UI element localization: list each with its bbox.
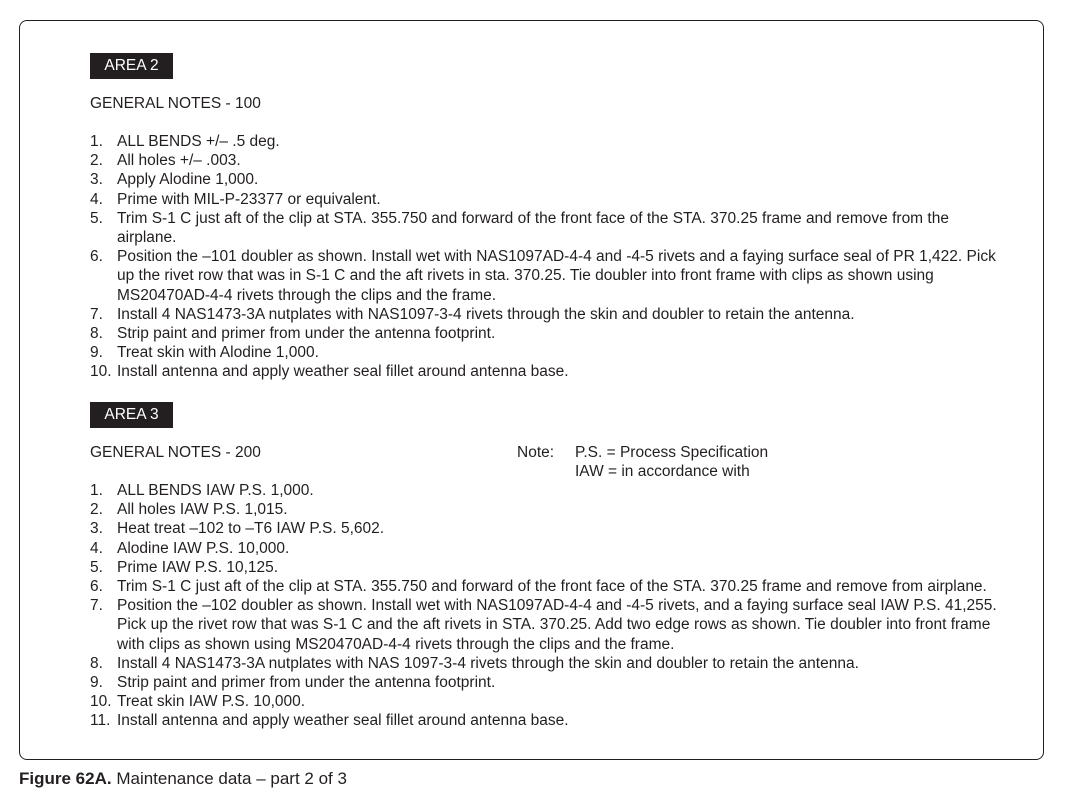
note-item bbox=[90, 711, 1010, 730]
note-item bbox=[90, 577, 1010, 596]
note-text: Position the –101 doubler as shown. Install wet with NAS1097AD-4-4 and -4-5 rivets and a faying surface seal of PR 1,422. Pick up the rivet row that was in S-1 C and the aft rivets in sta. 370.25. Tie doubler into front frame with clips as shown using MS20470AD-4-4 rivets through the clips and the frame. bbox=[117, 248, 996, 304]
area-3-notes-list bbox=[90, 481, 1010, 731]
note-number: 6. bbox=[90, 578, 103, 596]
note-text: Alodine IAW P.S. 10,000. bbox=[117, 539, 290, 557]
note-item bbox=[90, 519, 1010, 538]
note-text: ALL BENDS +/– .5 deg. bbox=[117, 133, 280, 150]
note-text: Strip paint and primer from under the antenna footprint. bbox=[117, 674, 496, 692]
area-3-notes-title: GENERAL NOTES - 200 bbox=[90, 444, 261, 461]
note-number: 5. bbox=[90, 209, 103, 227]
note-number: 2. bbox=[90, 152, 103, 170]
note-number: 1. bbox=[90, 133, 103, 150]
note-text: All holes +/– .003. bbox=[117, 152, 241, 170]
figure-label: Figure 62A. bbox=[19, 769, 112, 788]
note-text: Treat skin IAW P.S. 10,000. bbox=[117, 693, 306, 711]
figure-title: Maintenance data – part 2 of 3 bbox=[116, 769, 347, 788]
note-number: 6. bbox=[90, 248, 103, 266]
note-text: Apply Alodine 1,000. bbox=[117, 171, 259, 189]
note-item bbox=[90, 673, 1010, 692]
note-number: 1. bbox=[90, 482, 103, 499]
note-number: 3. bbox=[90, 171, 103, 189]
note-item bbox=[90, 247, 1010, 305]
note-text: ALL BENDS IAW P.S. 1,000. bbox=[117, 482, 314, 499]
note-text: Install 4 NAS1473-3A nutplates with NAS1097-3-4 rivets through the skin and doubler to retain the antenna. bbox=[117, 305, 855, 323]
note-number: 10. bbox=[90, 363, 112, 381]
note-text: Install antenna and apply weather seal fillet around antenna base. bbox=[117, 363, 569, 381]
note-text: Treat skin with Alodine 1,000. bbox=[117, 344, 319, 362]
note-item bbox=[90, 692, 1010, 711]
note-number: 4. bbox=[90, 190, 103, 208]
note-item bbox=[90, 654, 1010, 673]
note-number: 9. bbox=[90, 344, 103, 362]
area-3-badge: AREA 3 bbox=[90, 402, 173, 428]
note-number: 11. bbox=[90, 712, 111, 730]
note-text: Trim S-1 C just aft of the clip at STA. 355.750 and forward of the front face of the STA. 370.25 frame and remove from the airplane. bbox=[117, 209, 949, 247]
note-item bbox=[90, 151, 1010, 170]
figure-caption bbox=[19, 769, 347, 789]
note-number: 7. bbox=[90, 305, 103, 323]
abbreviation-note bbox=[517, 443, 768, 481]
note-text: Strip paint and primer from under the antenna footprint. bbox=[117, 325, 496, 343]
note-item bbox=[90, 190, 1010, 209]
note-item bbox=[90, 209, 1010, 247]
note-text: Install antenna and apply weather seal fillet around antenna base. bbox=[117, 712, 569, 730]
note-item bbox=[90, 324, 1010, 343]
area-2-notes-title: GENERAL NOTES - 100 bbox=[90, 95, 261, 112]
note-item bbox=[90, 132, 1010, 151]
note-text: Prime with MIL-P-23377 or equivalent. bbox=[117, 190, 381, 208]
note-text: Heat treat –102 to –T6 IAW P.S. 5,602. bbox=[117, 520, 385, 538]
note-number: 3. bbox=[90, 520, 103, 538]
note-definition-ps: P.S. = Process Specification bbox=[575, 444, 769, 461]
note-number: 9. bbox=[90, 674, 103, 692]
note-text: Prime IAW P.S. 10,125. bbox=[117, 558, 279, 576]
note-item bbox=[90, 343, 1010, 362]
note-item bbox=[90, 481, 1010, 500]
area-2-badge: AREA 2 bbox=[90, 53, 173, 79]
note-item bbox=[90, 539, 1010, 558]
note-definition-iaw: IAW = in accordance with bbox=[575, 463, 750, 481]
note-text: Position the –102 doubler as shown. Install wet with NAS1097AD-4-4 and -4-5 rivets, and a faying surface seal IAW P.S. 41,255. Pick up the rivet row that was S-1 C and the aft rivets in STA. 370.25. Add two edge rows as shown. Tie doubler into front frame with clips as shown using MS20470AD-4-4 rivets through the clips and the frame. bbox=[117, 597, 997, 653]
note-item bbox=[90, 500, 1010, 519]
note-number: 5. bbox=[90, 558, 103, 576]
note-number: 7. bbox=[90, 597, 103, 615]
note-item bbox=[90, 362, 1010, 381]
note-definitions bbox=[575, 443, 768, 481]
note-number: 4. bbox=[90, 539, 103, 557]
area-2-notes-list bbox=[90, 132, 1010, 382]
note-text: All holes IAW P.S. 1,015. bbox=[117, 501, 288, 519]
note-number: 8. bbox=[90, 325, 103, 343]
note-text: Install 4 NAS1473-3A nutplates with NAS 1097-3-4 rivets through the skin and doubler to retain the antenna. bbox=[117, 654, 859, 672]
note-text: Trim S-1 C just aft of the clip at STA. 355.750 and forward of the front face of the STA. 370.25 frame and remove from airplane. bbox=[117, 578, 987, 596]
note-number: 2. bbox=[90, 501, 103, 519]
note-item bbox=[90, 558, 1010, 577]
note-label: Note: bbox=[517, 444, 555, 461]
note-item bbox=[90, 305, 1010, 324]
note-number: 8. bbox=[90, 654, 103, 672]
note-item bbox=[90, 170, 1010, 189]
note-item bbox=[90, 596, 1010, 654]
note-number: 10. bbox=[90, 693, 112, 711]
